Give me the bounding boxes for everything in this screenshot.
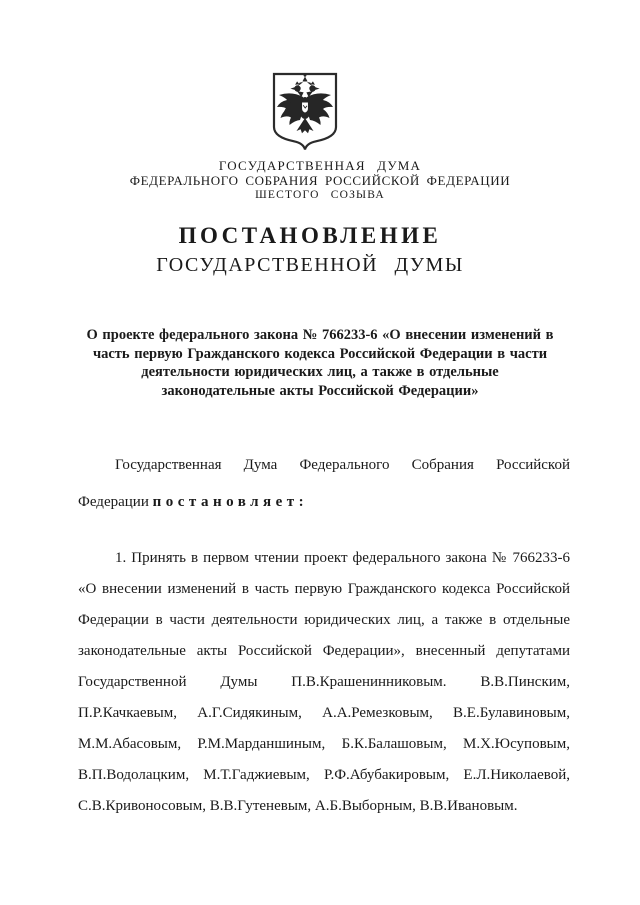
resolution-subject-line: часть первую Гражданского кодекса Российской Федерации в части	[92, 345, 548, 362]
body-line: П.Р.Качкаевым, А.Г.Сидякиным, А.А.Ремезковым, В.Е.Булавиновым,	[78, 705, 570, 721]
intro-line: Государственная Дума Федерального Собрания Российской	[115, 457, 570, 473]
org-name-line2: ФЕДЕРАЛЬНОГО СОБРАНИЯ РОССИЙСКОЙ ФЕДЕРАЦИИ	[129, 173, 511, 188]
body-line: Федерации в части деятельности юридических лиц, а также в отдельные	[78, 612, 570, 628]
body-line: В.П.Водолацким, М.Т.Гаджиевым, Р.Ф.Абубакировым, Е.Л.Николаевой,	[78, 767, 570, 783]
body-paragraph-1	[78, 543, 570, 822]
doc-type-title: ПОСТАНОВЛЕНИЕ	[178, 223, 442, 248]
body-line: М.М.Абасовым, Р.М.Марданшиным, Б.К.Балашовым, М.Х.Юсуповым,	[78, 736, 570, 752]
intro-line-normal: Федерации	[78, 494, 149, 510]
resolves-emphasis: постановляет:	[152, 494, 309, 510]
body-line: законодательные акты Российской Федерации», внесенный депутатами	[78, 643, 570, 659]
body-line: «О внесении изменений в часть первую Гражданского кодекса Российской	[78, 581, 570, 597]
body-line: 1. Принять в первом чтении проект федерального закона № 766233-6	[115, 550, 570, 566]
russia-coat-of-arms-icon	[272, 72, 338, 152]
org-name-line3: ШЕСТОГО СОЗЫВА	[255, 189, 385, 201]
intro-line	[78, 484, 570, 521]
resolution-subject-line: О проекте федерального закона № 766233-6 «О внесении изменений в	[86, 327, 554, 343]
body-line: Государственной Думы П.В.Крашенинниковым. В.В.Пинским,	[78, 674, 570, 690]
org-name-line1: ГОСУДАРСТВЕННАЯ ДУМА	[218, 158, 422, 173]
resolution-subject-line: деятельности юридических лиц, а также в отдельные	[141, 364, 499, 380]
intro-paragraph	[78, 447, 570, 521]
resolution-subject-line: законодательные акты Российской Федерации»	[161, 382, 479, 399]
doc-type-subtitle: ГОСУДАРСТВЕННОЙ ДУМЫ	[156, 254, 464, 276]
body-line: С.В.Кривоносовым, В.В.Гутеневым, А.Б.Выборным, В.В.Ивановым.	[78, 798, 518, 814]
org-header	[0, 158, 640, 203]
resolution-subject	[60, 326, 580, 400]
